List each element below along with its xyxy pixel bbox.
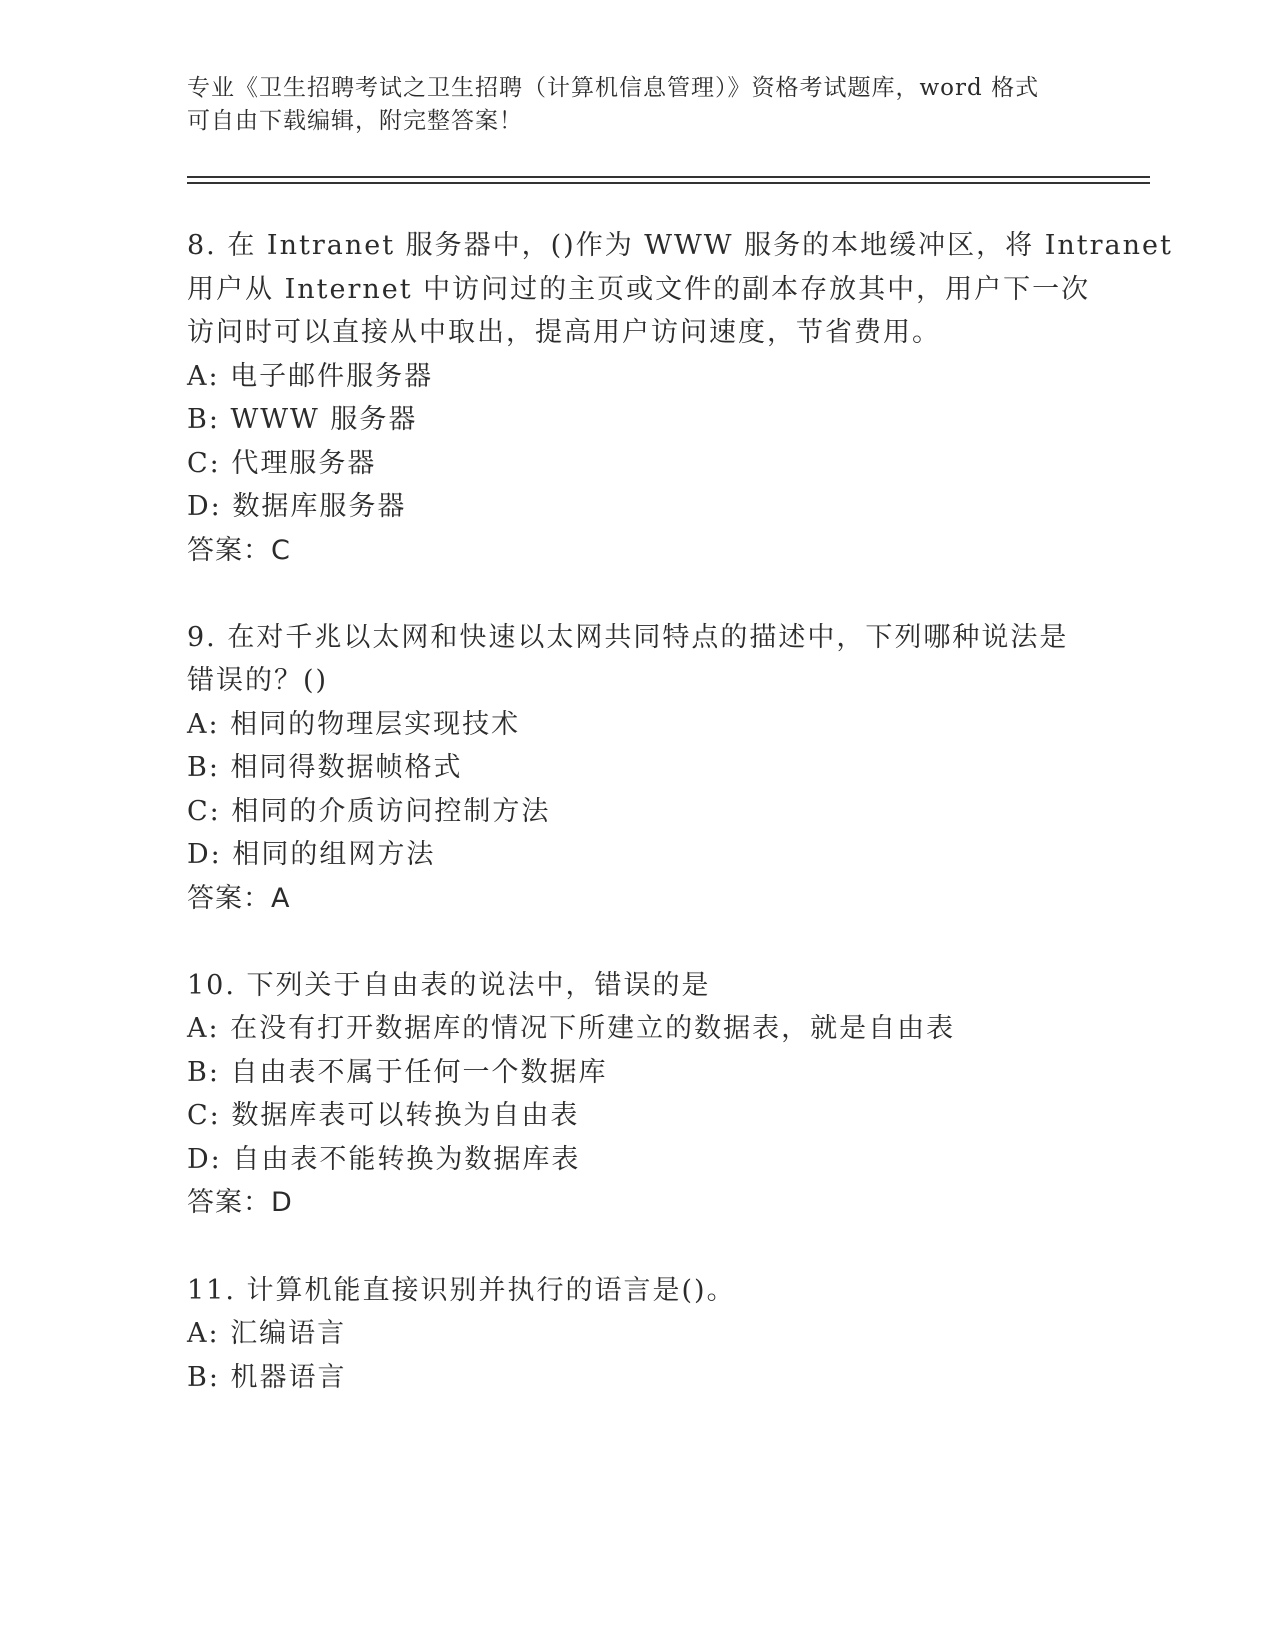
question-8-stem-line-3: 访问时可以直接从中取出，提高用户访问速度，节省费用。 bbox=[187, 317, 941, 348]
question-10-answer: 答案：D bbox=[187, 1187, 293, 1218]
question-11-option-b: B: 机器语言 bbox=[187, 1362, 347, 1393]
header-rule-bottom bbox=[187, 182, 1150, 184]
question-10-option-b: B: 自由表不属于任何一个数据库 bbox=[187, 1057, 608, 1088]
question-10-option-c: C: 数据库表可以转换为自由表 bbox=[187, 1100, 580, 1131]
header-line-1: 专业《卫生招聘考试之卫生招聘（计算机信息管理）》资格考试题库，word 格式 bbox=[187, 75, 1040, 101]
question-9-stem-line-2: 错误的？() bbox=[187, 665, 329, 696]
question-11-stem-line-1: 11. 计算机能直接识别并执行的语言是()。 bbox=[187, 1275, 736, 1306]
question-10-option-a: A: 在没有打开数据库的情况下所建立的数据表，就是自由表 bbox=[187, 1013, 956, 1044]
question-10-option-d: D: 自由表不能转换为数据库表 bbox=[187, 1144, 581, 1175]
question-10-stem-line-1: 10. 下列关于自由表的说法中，错误的是 bbox=[187, 970, 711, 1001]
question-9-option-c: C: 相同的介质访问控制方法 bbox=[187, 796, 551, 827]
question-9-option-b: B: 相同得数据帧格式 bbox=[187, 752, 463, 783]
question-8-option-c: C: 代理服务器 bbox=[187, 448, 377, 479]
question-9-option-d: D: 相同的组网方法 bbox=[187, 839, 436, 870]
question-8-option-d: D: 数据库服务器 bbox=[187, 491, 407, 522]
question-11-option-a: A: 汇编语言 bbox=[187, 1318, 347, 1349]
question-9-stem-line-1: 9. 在对千兆以太网和快速以太网共同特点的描述中，下列哪种说法是 bbox=[187, 622, 1069, 653]
header-line-2: 可自由下载编辑，附完整答案！ bbox=[187, 108, 523, 134]
question-8-option-a: A: 电子邮件服务器 bbox=[187, 361, 434, 392]
question-9-option-a: A: 相同的物理层实现技术 bbox=[187, 709, 521, 740]
question-8-option-b: B: WWW 服务器 bbox=[187, 404, 418, 435]
header-rule-top bbox=[187, 176, 1150, 178]
question-8-stem-line-1: 8. 在 Intranet 服务器中，()作为 WWW 服务的本地缓冲区，将 Intranet bbox=[187, 230, 1173, 261]
question-8-answer: 答案：C bbox=[187, 535, 291, 566]
question-8-stem-line-2: 用户从 Internet 中访问过的主页或文件的副本存放其中，用户下一次 bbox=[187, 274, 1091, 305]
question-9-answer: 答案：A bbox=[187, 883, 291, 914]
document-header bbox=[187, 72, 1067, 138]
